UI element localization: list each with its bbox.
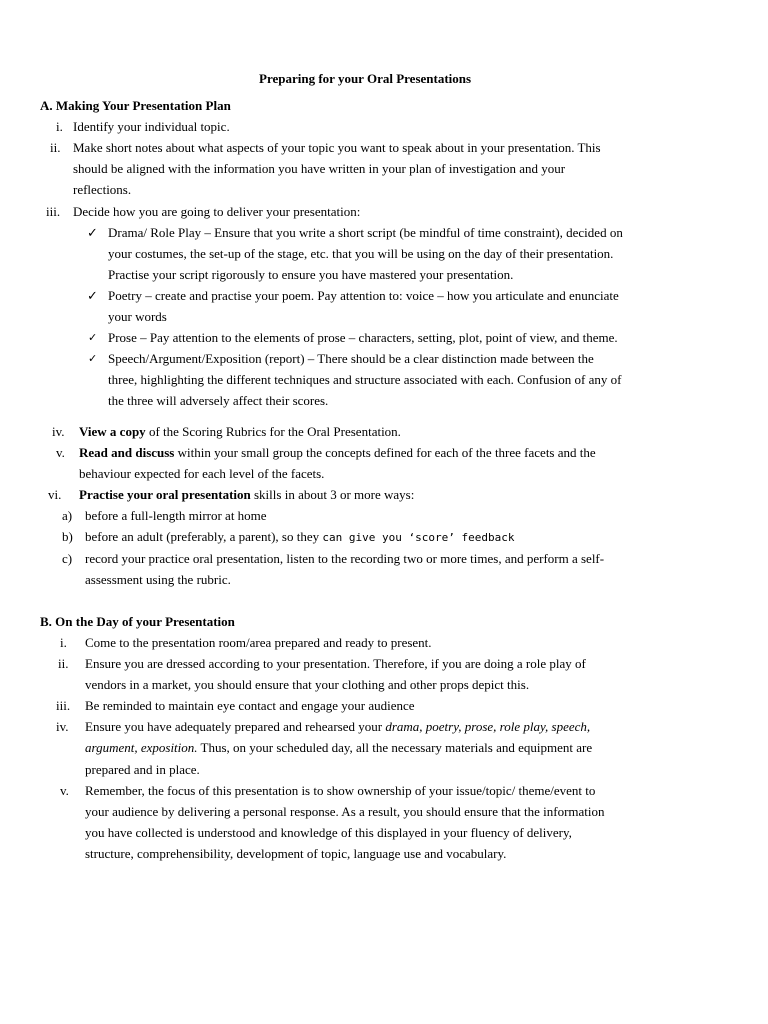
sub-item-text-serif: before an adult (preferably, a parent), so they (85, 529, 323, 544)
section-a-heading: A. Making Your Presentation Plan (40, 98, 231, 113)
item-b-iv-italic: argument, exposition. (85, 740, 198, 755)
item-b-iv-pre: Ensure you have adequately prepared and rehearsed your (85, 719, 386, 734)
checkmark-icon: ✓ (87, 225, 98, 240)
item-b-v-line: structure, comprehensibility, development of topic, language use and vocabulary. (85, 846, 507, 861)
item-a-i-text: Identify your individual topic. (73, 119, 230, 134)
bullet-speech-line: Speech/Argument/Exposition (report) – There should be a clear distinction made between the (108, 351, 594, 366)
bullet-drama-line: Drama/ Role Play – Ensure that you write a short script (be mindful of time constraint), decided on (108, 225, 623, 240)
item-a-ii-number: ii. (50, 140, 61, 155)
item-a-iii-text: Decide how you are going to deliver your presentation: (73, 204, 361, 219)
item-b-iv-italic: drama, poetry, prose, role play, speech, (385, 719, 591, 734)
checkmark-icon: ✓ (87, 288, 98, 303)
item-a-vi-text (79, 487, 414, 503)
bullet-prose-line: Prose – Pay attention to the elements of prose – characters, setting, plot, point of view, and theme. (108, 330, 618, 345)
item-a-ii-line: should be aligned with the information you have written in your plan of investigation and your (73, 161, 566, 176)
bullet-speech-line: the three will adversely affect their scores. (108, 393, 329, 408)
item-a-v-number: v. (56, 445, 65, 460)
item-a-vi-rest: skills in about 3 or more ways: (250, 487, 415, 502)
item-a-iv-text (79, 424, 401, 440)
bullet-poetry-line: Poetry – create and practise your poem. Pay attention to: voice – how you articulate and enunciate (108, 288, 619, 303)
item-a-vi-bold: Practise your oral presentation (79, 487, 251, 502)
item-a-i-number: i. (56, 119, 63, 134)
sub-item-text: assessment using the rubric. (85, 572, 231, 587)
item-a-iv-rest: of the Scoring Rubrics for the Oral Presentation. (145, 424, 401, 439)
item-b-v-line: you have collected is understood and knowledge of this displayed in your fluency of delivery, (85, 825, 572, 840)
bullet-poetry-line: your words (108, 309, 167, 324)
item-b-ii-line: Ensure you are dressed according to your presentation. Therefore, if you are doing a role play of (85, 656, 586, 671)
bullet-drama-line: Practise your script rigorously to ensure you have mastered your presentation. (108, 267, 514, 282)
sub-item-text-mono: can give you ‘score’ feedback (322, 531, 515, 544)
item-a-ii-line: Make short notes about what aspects of your topic you want to speak about in your presentation. This (73, 140, 601, 155)
item-b-iv-text (85, 740, 592, 756)
item-b-iv-post: Thus, on your scheduled day, all the necessary materials and equipment are (197, 740, 593, 755)
bullet-drama-line: your costumes, the set-up of the stage, etc. that you will be using on the day of their presentation. (108, 246, 614, 261)
item-b-ii-number: ii. (58, 656, 69, 671)
item-a-iv-bold: View a copy (79, 424, 146, 439)
item-b-v-line: Remember, the focus of this presentation is to show ownership of your issue/topic/ theme/event to (85, 783, 596, 798)
checkmark-icon: ✓ (88, 353, 98, 365)
item-b-v-number: v. (60, 783, 69, 798)
item-a-v-line2: behaviour expected for each level of the facets. (79, 466, 325, 481)
item-b-iii-number: iii. (56, 698, 71, 713)
sub-item-label: b) (62, 529, 73, 544)
bullet-speech-line: three, highlighting the different techniques and structure associated with each. Confusion of any of (108, 372, 622, 387)
sub-item-text (85, 529, 514, 546)
item-b-i-number: i. (60, 635, 67, 650)
sub-item-label: c) (62, 551, 73, 566)
item-b-ii-line: vendors in a market, you should ensure that your clothing and other props depict this. (85, 677, 530, 692)
item-b-iii-text: Be reminded to maintain eye contact and engage your audience (85, 698, 415, 713)
item-b-iv-number: iv. (56, 719, 69, 734)
item-a-v-text (79, 445, 596, 461)
sub-item-text: record your practice oral presentation, listen to the recording two or more times, and perform a self- (85, 551, 605, 566)
item-b-i-text: Come to the presentation room/area prepared and ready to present. (85, 635, 432, 650)
item-b-v-line: your audience by delivering a personal response. As a result, you should ensure that the information (85, 804, 605, 819)
item-a-v-bold: Read and discuss (79, 445, 175, 460)
sub-item-label: a) (62, 508, 73, 523)
checkmark-icon: ✓ (88, 332, 98, 344)
item-a-iv-number: iv. (52, 424, 65, 439)
item-a-ii-line: reflections. (73, 182, 132, 197)
page-title: Preparing for your Oral Presentations (259, 71, 472, 86)
sub-item-text: before a full-length mirror at home (85, 508, 267, 523)
section-b-heading: B. On the Day of your Presentation (40, 614, 235, 629)
item-a-iii-number: iii. (46, 204, 61, 219)
item-a-vi-number: vi. (48, 487, 62, 502)
item-b-iv-line3: prepared and in place. (85, 762, 200, 777)
item-a-v-rest: within your small group the concepts defined for each of the three facets and the (174, 445, 596, 460)
item-b-iv-text (85, 719, 590, 735)
